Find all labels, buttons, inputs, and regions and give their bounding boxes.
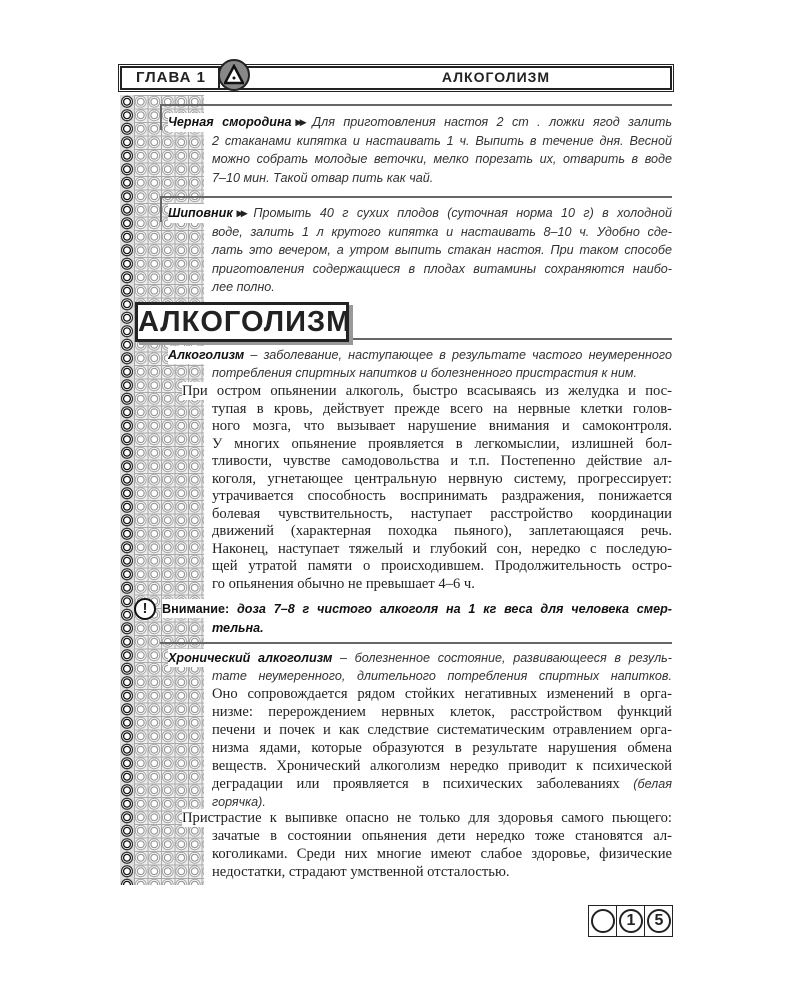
text-segment: коголя, угнетающее центральную нервную систему, прогрессирует: <box>212 470 672 487</box>
text-segment: лее полно. <box>212 280 275 294</box>
page-digit: 5 <box>647 909 671 933</box>
section-rule <box>160 642 672 644</box>
text-segment: Промыть 40 г сухих плодов (суточная норма 10 г) в холодной <box>253 206 672 220</box>
text-segment: коголиками. Среди них многие имеют слабое здоровье, физические <box>212 846 672 862</box>
text-segment: горячка). <box>212 795 266 809</box>
text-segment: низме: перерождением нервных клеток, расстройством функций <box>212 704 672 720</box>
double-arrow-icon <box>233 206 254 220</box>
text-line <box>212 845 672 863</box>
text-segment: низма ядами, которые образуются в результате нарушения обмена <box>212 740 672 756</box>
text-segment: При остром опьянении алкоголь, быстро всасываясь из желудка и пос- <box>182 383 672 399</box>
text-segment: Наконец, наступает тяжелый и глубокий сон, нередко с последую- <box>212 540 672 557</box>
page-number-digit <box>616 906 644 936</box>
text-segment: тливости, чувстве самодовольства и т.п. Постепенно действие ал- <box>212 453 672 469</box>
text-segment: воде, залить 1 л крутого кипятка и настаивать 8–10 ч. Удобно сде- <box>212 224 672 239</box>
text-line <box>212 487 672 505</box>
text-line <box>212 721 672 739</box>
page-number-blank-cell <box>589 906 616 936</box>
text-segment: доза 7–8 г чистого алкоголя на 1 кг веса для человека смер- <box>229 602 672 616</box>
text-line <box>212 435 672 453</box>
term-label: Алкоголизм <box>168 348 245 362</box>
text-segment: Для приготовления настоя 2 ст . ложки ягод залить <box>312 115 672 129</box>
term-label: Черная смородина <box>168 115 292 129</box>
text-segment: тупая в кровь, действует прежде всего на нервные клетки голов- <box>212 400 672 417</box>
text-segment: движений (характерная походка пьяного), заплетающаяся речь. <box>212 523 672 539</box>
text-segment: потребления спиртных напитков и болезненного пристрастия к ним. <box>212 365 637 380</box>
text-segment: Пристрастие к выпивке опасно не только для здоровья самого пьющего: <box>182 810 672 826</box>
text-segment: (белая <box>633 777 672 791</box>
text-line <box>162 599 672 618</box>
text-line <box>212 223 672 242</box>
term-label: Шиповник <box>168 206 233 220</box>
text-line <box>212 169 672 188</box>
section-rule <box>160 104 672 106</box>
text-segment: Внимание: <box>162 602 230 616</box>
text-line <box>182 382 672 400</box>
text-line <box>212 150 672 169</box>
text-line <box>212 132 672 151</box>
text-segment: тате неумеренного, длительного потребления спиртных напитков. <box>212 669 672 683</box>
text-segment: утрачивается способность воспринимать раздражения, понижается <box>212 488 672 504</box>
text-segment: – заболевание, наступающее в результате частого неумеренного <box>244 348 672 362</box>
text-line <box>182 809 672 827</box>
text-segment: У многих опьянение проявляется в легкомыслии, излишней бол- <box>212 435 672 452</box>
term-label: Хронический алкоголизм <box>168 651 333 665</box>
text-segment: Оно сопровождается рядом стойких негативных изменений в орга- <box>212 686 672 702</box>
triangle-in-circle-icon <box>218 59 250 91</box>
text-line <box>168 113 672 132</box>
text-line <box>212 241 672 260</box>
text-line <box>212 667 672 685</box>
text-segment: деградации или проявляется в психических заболеваниях <box>212 776 634 792</box>
text-line <box>168 204 672 223</box>
text-line <box>168 346 672 364</box>
text-line <box>212 703 672 721</box>
text-line <box>212 260 672 279</box>
text-line <box>212 470 672 488</box>
text-segment: печени и почек и как следствие систематическим отравлением орга- <box>212 722 672 738</box>
text-segment: можно собрать молодые веточки, мелко порезать их, отварить в воде <box>212 152 672 166</box>
chapter-label: ГЛАВА 1 <box>136 69 206 86</box>
text-line <box>212 400 672 418</box>
text-line <box>212 417 672 435</box>
text-line <box>212 863 672 881</box>
text-line <box>212 452 672 470</box>
text-segment: лать это вечером, а утром выпить стакан настоя. При таком способе <box>212 243 672 257</box>
text-line <box>212 364 672 382</box>
text-segment: – болезненное состояние, развивающееся в резуль- <box>332 651 672 665</box>
double-arrow-icon <box>292 115 313 129</box>
running-header <box>120 66 672 90</box>
text-segment: ного мозга, что вызывает нарушение внимания и самоконтроля. <box>212 418 672 434</box>
text-segment: веществ. Хронический алкоголизм нередко приводит к психической <box>212 758 672 774</box>
text-segment: приготовления содержащиеся в плодах витамины сохраняются наибо- <box>212 261 672 276</box>
text-segment: го опьянения обычно не превышает 4–6 ч. <box>212 575 475 592</box>
text-line <box>212 557 672 575</box>
text-line <box>212 827 672 845</box>
text-line <box>168 649 672 667</box>
text-segment: болевая чувствительность, наступает расстройство координации <box>212 505 672 522</box>
text-segment: 2 стаканами кипятка и настаивать 1 ч. Выпить в течение дня. Весной <box>212 133 672 148</box>
text-line <box>212 618 672 637</box>
text-line <box>212 757 672 775</box>
term-label: тельна. <box>212 621 264 635</box>
decorative-circle-border <box>120 95 135 885</box>
text-line <box>212 685 672 703</box>
text-segment: 7–10 мин. Такой отвар пить как чай. <box>212 170 434 185</box>
section-rule <box>340 338 672 340</box>
page-digit: 1 <box>619 909 643 933</box>
text-line <box>212 540 672 558</box>
text-segment: зачатые в состоянии опьянения дети нередко тоже становятся ал- <box>212 828 672 844</box>
text-segment: щей утратой памяти о происходившем. Продолжительность остро- <box>212 558 672 574</box>
running-title: АЛКОГОЛИЗМ <box>441 69 551 85</box>
exclamation-circle-icon: ! <box>134 598 156 620</box>
text-line <box>212 775 672 793</box>
section-heading: АЛКОГОЛИЗМ <box>135 302 349 342</box>
page-number <box>588 905 673 937</box>
text-line <box>212 278 672 297</box>
text-line <box>212 522 672 540</box>
section-rule <box>160 104 162 130</box>
text-segment: недостатки, страдают умственной отсталостью. <box>212 864 510 880</box>
text-line <box>212 739 672 757</box>
section-rule <box>160 196 162 222</box>
text-line <box>212 505 672 523</box>
section-rule <box>160 196 672 198</box>
page-number-digit <box>644 906 672 936</box>
text-line <box>212 575 672 593</box>
